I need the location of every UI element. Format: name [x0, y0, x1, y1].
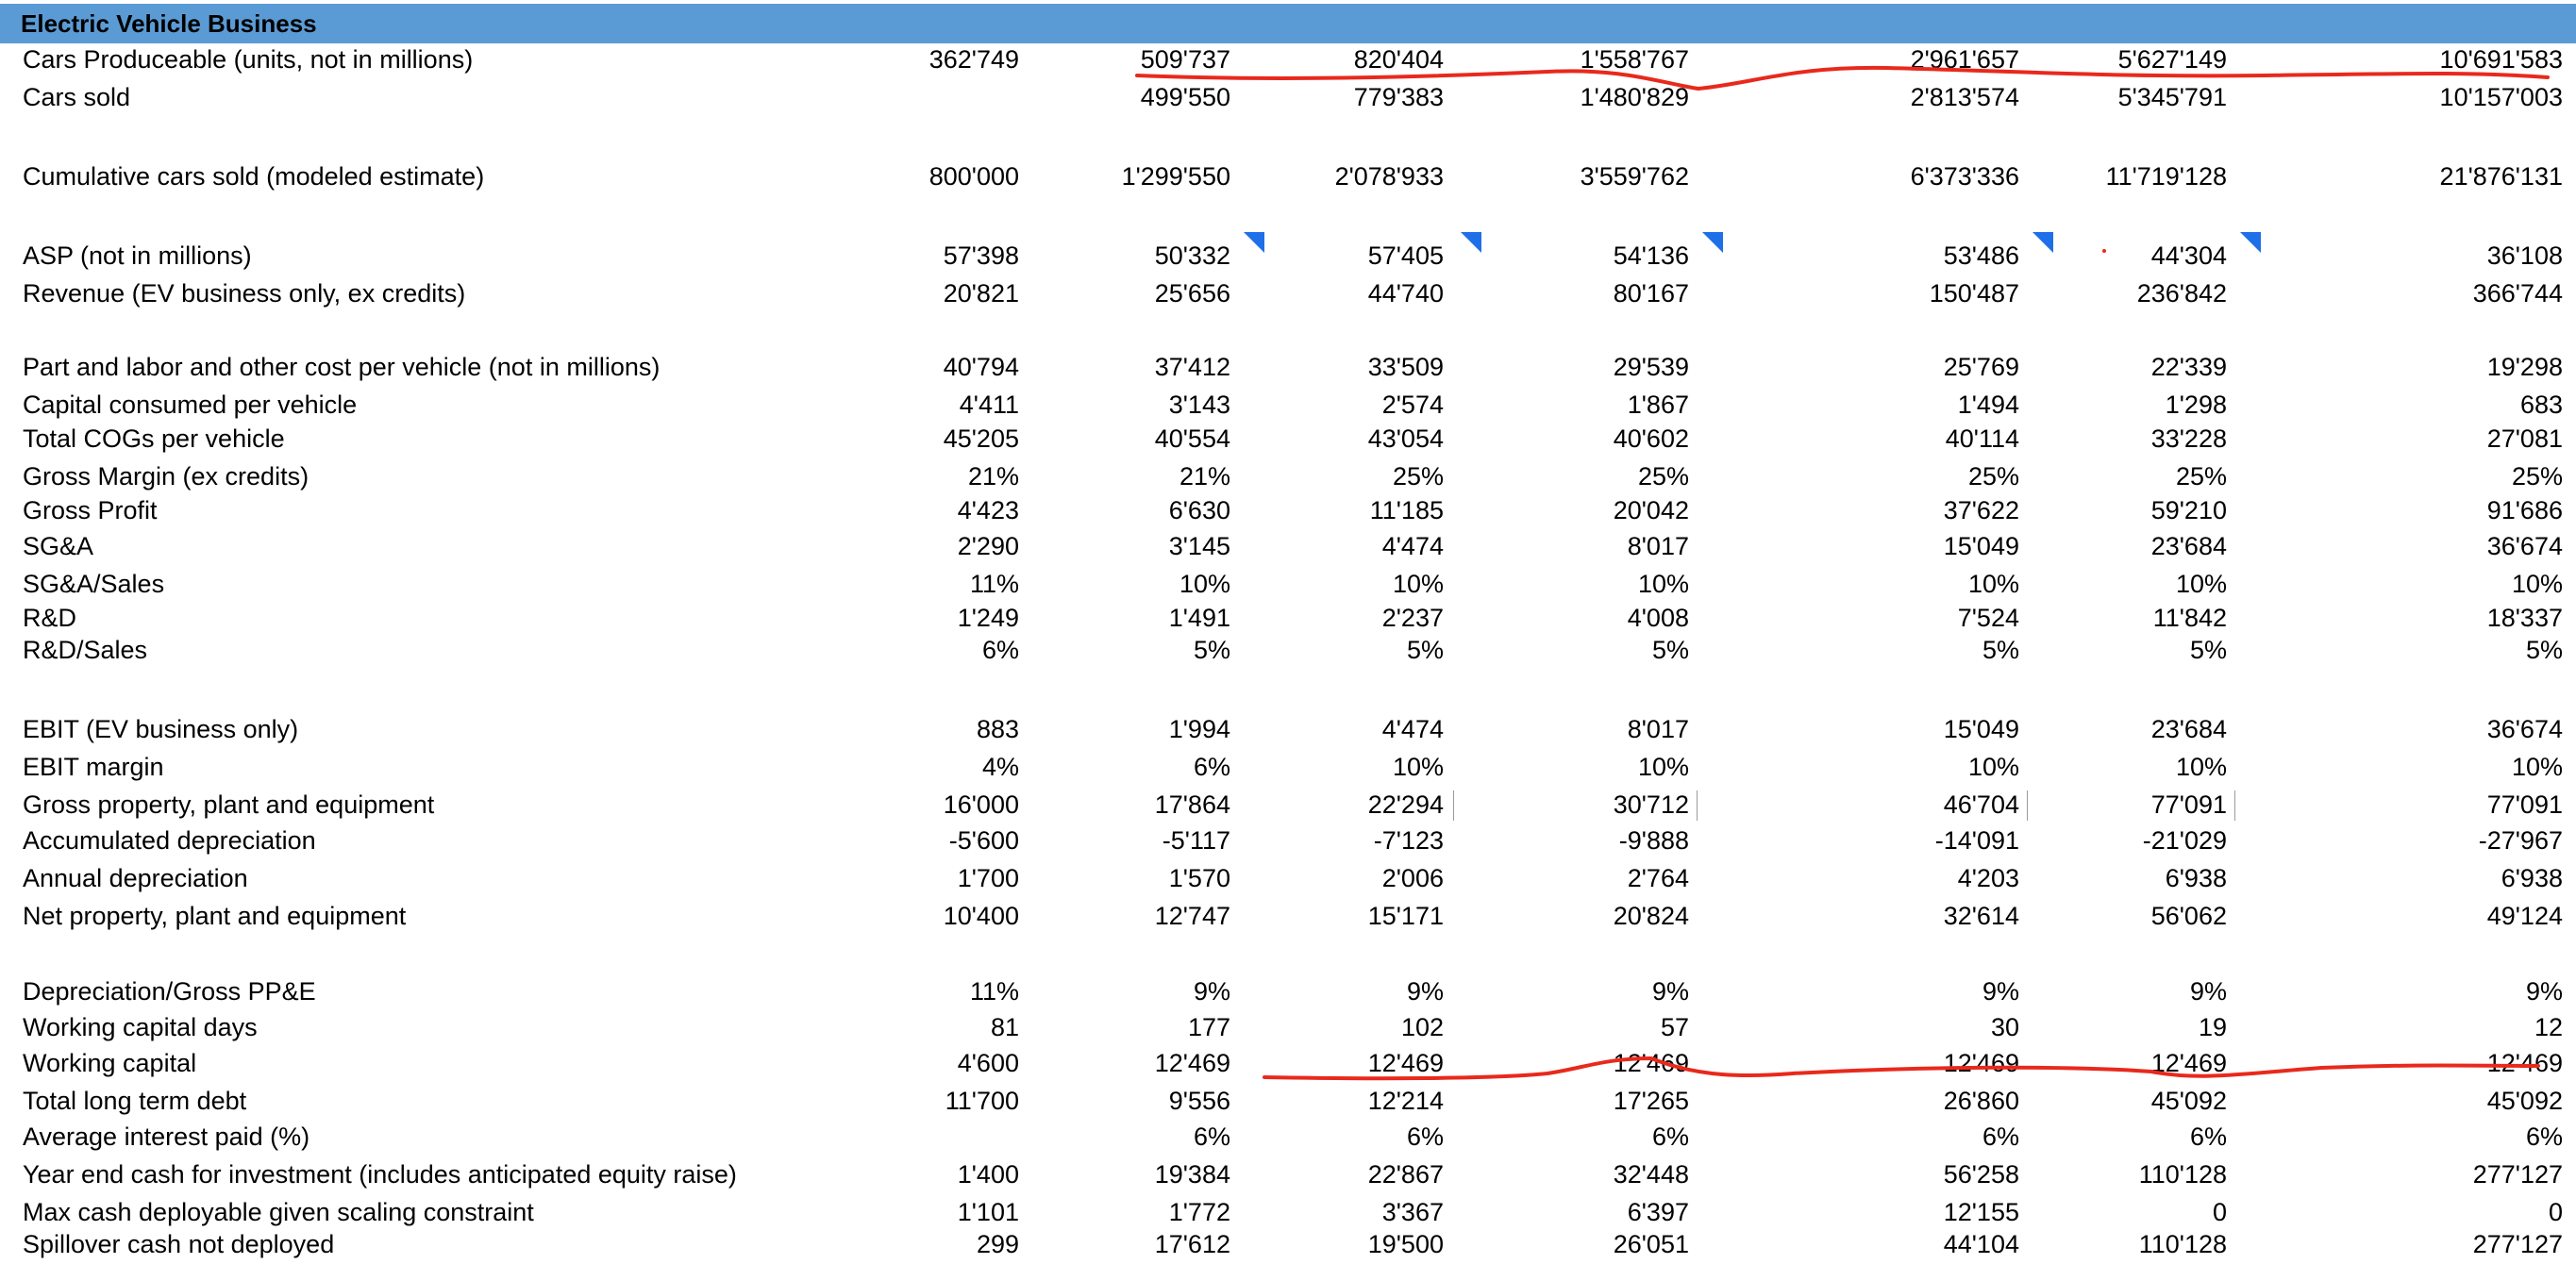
value-cell[interactable]: 12'469 — [1154, 1049, 1230, 1077]
table-row — [0, 900, 2576, 936]
table-row — [0, 1047, 2576, 1083]
value-cell[interactable]: 57'405 — [1367, 241, 1444, 270]
table-row — [0, 81, 2576, 117]
value-cell[interactable]: 44'740 — [1367, 279, 1444, 308]
table-row — [0, 319, 2576, 355]
row-label-average-interest-paid[interactable]: Average interest paid (%) — [23, 1123, 310, 1151]
row-label-capital-consumed-per-vehicle[interactable]: Capital consumed per vehicle — [23, 391, 358, 419]
value-cell[interactable]: 4'474 — [1381, 715, 1444, 743]
row-label-asp-not-in-millions[interactable]: ASP (not in millions) — [23, 241, 252, 270]
table-row — [0, 941, 2576, 977]
table-row — [0, 460, 2576, 496]
value-cell[interactable]: 43'054 — [1367, 424, 1444, 453]
value-cell[interactable]: 19 — [2198, 1013, 2227, 1041]
row-label-cars-produceable-units-not-in-millions[interactable]: Cars Produceable (units, not in millions) — [23, 45, 474, 74]
value-cell[interactable]: 2'574 — [1381, 391, 1444, 419]
comment-flag-icon[interactable] — [2240, 232, 2261, 253]
value-cell[interactable]: 10% — [2175, 570, 2227, 598]
table-row — [0, 602, 2576, 638]
value-cell[interactable]: 6% — [1406, 1123, 1444, 1151]
row-label-part-and-labor-and-other-cost-per-vehicle-not-in-millions[interactable]: Part and labor and other cost per vehicle (not in millions) — [23, 353, 661, 381]
value-cell[interactable]: 33'228 — [2150, 424, 2227, 453]
value-cell[interactable]: 5% — [2189, 636, 2227, 664]
value-cell[interactable]: 40'602 — [1613, 424, 1689, 453]
table-row — [0, 634, 2576, 670]
value-cell[interactable]: 12 — [2534, 1013, 2563, 1041]
value-cell[interactable]: 1'867 — [1627, 391, 1689, 419]
table-row — [0, 423, 2576, 458]
value-cell[interactable]: 12'469 — [1367, 1049, 1444, 1077]
value-cell[interactable]: 53'486 — [1943, 241, 2019, 270]
value-cell[interactable]: 10% — [1967, 753, 2019, 781]
value-cell[interactable]: 26'051 — [1613, 1230, 1689, 1258]
row-label-ebit-ev-business-only[interactable]: EBIT (EV business only) — [23, 715, 299, 743]
value-cell[interactable]: 32'448 — [1613, 1160, 1689, 1189]
value-cell[interactable]: -27'967 — [2478, 826, 2563, 855]
value-cell[interactable]: 36'674 — [2486, 715, 2563, 743]
cell-border-marker — [2027, 790, 2028, 821]
value-cell[interactable]: 1'101 — [957, 1198, 1019, 1226]
value-cell[interactable]: 10% — [1179, 570, 1230, 598]
value-cell[interactable]: 46'704 — [1943, 790, 2019, 819]
red-ink-dot — [2102, 249, 2106, 253]
value-cell[interactable]: 6'938 — [2501, 864, 2563, 892]
value-cell[interactable]: 6% — [1193, 1123, 1230, 1151]
value-cell[interactable]: 177 — [1187, 1013, 1230, 1041]
value-cell[interactable]: 820'404 — [1353, 45, 1444, 74]
value-cell[interactable]: 10% — [1392, 753, 1444, 781]
value-cell[interactable]: 6% — [2189, 1123, 2227, 1151]
cell-border-marker — [1453, 790, 1454, 821]
value-cell[interactable]: 1'299'550 — [1121, 162, 1230, 191]
value-cell[interactable]: 45'092 — [2486, 1087, 2563, 1115]
table-row — [0, 123, 2576, 158]
value-cell[interactable]: 10'400 — [943, 902, 1019, 930]
value-cell[interactable]: 2'006 — [1381, 864, 1444, 892]
comment-flag-icon[interactable] — [1461, 232, 1481, 253]
value-cell[interactable]: 5'627'149 — [2117, 45, 2227, 74]
value-cell[interactable]: -5'117 — [1162, 826, 1230, 855]
value-cell[interactable]: 22'294 — [1367, 790, 1444, 819]
value-cell[interactable]: 23'684 — [2150, 532, 2227, 560]
value-cell[interactable]: 81 — [990, 1013, 1019, 1041]
value-cell[interactable]: 9% — [1193, 977, 1230, 1006]
value-cell[interactable]: 1'491 — [1168, 604, 1230, 632]
table-row — [0, 351, 2576, 387]
table-row — [0, 713, 2576, 749]
value-cell[interactable]: 10% — [1392, 570, 1444, 598]
value-cell[interactable]: 49'124 — [2486, 902, 2563, 930]
row-label-ebit-margin[interactable]: EBIT margin — [23, 753, 164, 781]
value-cell[interactable]: 12'155 — [1943, 1198, 2019, 1226]
value-cell[interactable]: 10% — [1967, 570, 2019, 598]
value-cell[interactable]: 5% — [1193, 636, 1230, 664]
value-cell[interactable]: 77'091 — [2150, 790, 2227, 819]
value-cell[interactable]: -9'888 — [1618, 826, 1689, 855]
value-cell[interactable]: 25% — [2175, 462, 2227, 491]
value-cell[interactable]: 54'136 — [1613, 241, 1689, 270]
table-row — [0, 494, 2576, 530]
comment-flag-icon[interactable] — [1702, 232, 1723, 253]
value-cell[interactable]: 277'127 — [2472, 1230, 2563, 1258]
row-label-working-capital[interactable]: Working capital — [23, 1049, 197, 1077]
value-cell[interactable]: 6% — [1193, 753, 1230, 781]
value-cell[interactable]: 4'008 — [1627, 604, 1689, 632]
value-cell[interactable]: 15'049 — [1943, 532, 2019, 560]
value-cell[interactable]: 0 — [2548, 1198, 2563, 1226]
table-row — [0, 43, 2576, 79]
row-label-accumulated-depreciation[interactable]: Accumulated depreciation — [23, 826, 316, 855]
value-cell[interactable]: 9% — [1982, 977, 2019, 1006]
value-cell[interactable]: 44'304 — [2150, 241, 2227, 270]
value-cell[interactable]: 5% — [1406, 636, 1444, 664]
table-row — [0, 568, 2576, 604]
value-cell[interactable]: 37'412 — [1154, 353, 1230, 381]
row-label-annual-depreciation[interactable]: Annual depreciation — [23, 864, 248, 892]
value-cell[interactable]: 9% — [2525, 977, 2563, 1006]
value-cell[interactable]: 6'938 — [2165, 864, 2227, 892]
value-cell[interactable]: 22'867 — [1367, 1160, 1444, 1189]
value-cell[interactable]: 2'290 — [957, 532, 1019, 560]
value-cell[interactable]: 19'384 — [1154, 1160, 1230, 1189]
row-label-spillover-cash-not-deployed[interactable]: Spillover cash not deployed — [23, 1230, 335, 1258]
value-cell[interactable]: 4% — [981, 753, 1019, 781]
value-cell[interactable]: 59'210 — [2150, 496, 2227, 524]
row-label-cumulative-cars-sold-modeled-estimate[interactable]: Cumulative cars sold (modeled estimate) — [23, 162, 485, 191]
value-cell[interactable]: 1'298 — [2165, 391, 2227, 419]
value-cell[interactable]: 21'876'131 — [2439, 162, 2563, 191]
value-cell[interactable]: 56'062 — [2150, 902, 2227, 930]
value-cell[interactable]: 6% — [1651, 1123, 1689, 1151]
value-cell[interactable]: 277'127 — [2472, 1160, 2563, 1189]
value-cell[interactable]: 883 — [976, 715, 1019, 743]
row-label-year-end-cash-for-investment-includes-anticipated-equity-raise[interactable]: Year end cash for investment (includes anticipated equity raise) — [23, 1160, 737, 1189]
value-cell[interactable]: 1'994 — [1168, 715, 1230, 743]
value-cell[interactable]: 6% — [981, 636, 1019, 664]
row-label-gross-profit[interactable]: Gross Profit — [23, 496, 158, 524]
value-cell[interactable]: 11'700 — [945, 1087, 1019, 1115]
value-cell[interactable]: 19'298 — [2486, 353, 2563, 381]
value-cell[interactable]: 150'487 — [1929, 279, 2019, 308]
row-label-net-property-plant-and-equipment[interactable]: Net property, plant and equipment — [23, 902, 407, 930]
value-cell[interactable]: 10% — [1637, 753, 1689, 781]
value-cell[interactable]: 25% — [1967, 462, 2019, 491]
value-cell[interactable]: 1'494 — [1957, 391, 2019, 419]
value-cell[interactable]: 5% — [2525, 636, 2563, 664]
value-cell[interactable]: -21'029 — [2142, 826, 2227, 855]
value-cell[interactable]: 11'719'128 — [2105, 162, 2227, 191]
section-title: Electric Vehicle Business — [21, 9, 317, 38]
value-cell[interactable]: 56'258 — [1943, 1160, 2019, 1189]
value-cell[interactable]: 2'961'657 — [1910, 45, 2019, 74]
value-cell[interactable]: 6'373'336 — [1910, 162, 2019, 191]
value-cell[interactable]: 33'509 — [1367, 353, 1444, 381]
table-row — [0, 862, 2576, 898]
row-label-total-long-term-debt[interactable]: Total long term debt — [23, 1087, 247, 1115]
value-cell[interactable]: 1'558'767 — [1580, 45, 1689, 74]
value-cell[interactable]: 1'480'829 — [1580, 83, 1689, 111]
cell-border-marker — [1697, 790, 1698, 821]
value-cell[interactable]: 3'143 — [1168, 391, 1230, 419]
value-cell[interactable]: 102 — [1400, 1013, 1444, 1041]
value-cell[interactable]: 110'128 — [2138, 1230, 2227, 1258]
table-row — [0, 824, 2576, 860]
value-cell[interactable]: 19'500 — [1367, 1230, 1444, 1258]
value-cell[interactable]: 8'017 — [1627, 532, 1689, 560]
value-cell[interactable]: 12'469 — [1943, 1049, 2019, 1077]
value-cell[interactable]: 236'842 — [2136, 279, 2227, 308]
value-cell[interactable]: 40'794 — [943, 353, 1019, 381]
value-cell[interactable]: 10% — [2511, 753, 2563, 781]
value-cell[interactable]: 5'345'791 — [2117, 83, 2227, 111]
value-cell[interactable]: 50'332 — [1154, 241, 1230, 270]
value-cell[interactable]: 10'157'003 — [2439, 83, 2563, 111]
value-cell[interactable]: 2'813'574 — [1910, 83, 2019, 111]
value-cell[interactable]: 12'469 — [2486, 1049, 2563, 1077]
value-cell[interactable]: 779'383 — [1353, 83, 1444, 111]
value-cell[interactable]: 509'737 — [1140, 45, 1230, 74]
row-label-sganda-sales[interactable]: SG&A/Sales — [23, 570, 165, 598]
value-cell[interactable]: -7'123 — [1373, 826, 1444, 855]
table-row — [0, 1158, 2576, 1194]
row-label-max-cash-deployable-given-scaling-constraint[interactable]: Max cash deployable given scaling constraint — [23, 1198, 534, 1226]
value-cell[interactable]: 20'821 — [943, 279, 1019, 308]
table-row — [0, 789, 2576, 824]
value-cell[interactable]: 5% — [1982, 636, 2019, 664]
value-cell[interactable]: 57'398 — [943, 241, 1019, 270]
value-cell[interactable]: 21% — [967, 462, 1019, 491]
table-row — [0, 160, 2576, 196]
value-cell[interactable]: 21% — [1179, 462, 1230, 491]
value-cell[interactable]: 1'700 — [957, 864, 1019, 892]
value-cell[interactable]: 2'078'933 — [1334, 162, 1444, 191]
value-cell[interactable]: 37'622 — [1943, 496, 2019, 524]
value-cell[interactable]: 10'691'583 — [2439, 45, 2563, 74]
value-cell[interactable]: 800'000 — [928, 162, 1019, 191]
value-cell[interactable]: 36'674 — [2486, 532, 2563, 560]
value-cell[interactable]: 6'630 — [1168, 496, 1230, 524]
value-cell[interactable]: 1'570 — [1168, 864, 1230, 892]
value-cell[interactable]: 40'114 — [1945, 424, 2019, 453]
value-cell[interactable]: 27'081 — [2486, 424, 2563, 453]
value-cell[interactable]: 1'400 — [957, 1160, 1019, 1189]
value-cell[interactable]: 20'824 — [1613, 902, 1689, 930]
value-cell[interactable]: 362'749 — [928, 45, 1019, 74]
value-cell[interactable]: 683 — [2519, 391, 2563, 419]
value-cell[interactable]: 12'469 — [2150, 1049, 2227, 1077]
table-row — [0, 389, 2576, 424]
table-row — [0, 1228, 2576, 1264]
value-cell[interactable]: 22'339 — [2150, 353, 2227, 381]
row-label-randd[interactable]: R&D — [23, 604, 77, 632]
value-cell[interactable]: 17'265 — [1613, 1087, 1689, 1115]
value-cell[interactable]: 1'772 — [1168, 1198, 1230, 1226]
row-label-gross-property-plant-and-equipment[interactable]: Gross property, plant and equipment — [23, 790, 435, 819]
section-header[interactable] — [0, 4, 2576, 43]
table-row — [0, 1085, 2576, 1121]
value-cell[interactable]: 11% — [969, 570, 1019, 598]
value-cell[interactable]: 2'237 — [1381, 604, 1444, 632]
value-cell[interactable]: 20'042 — [1613, 496, 1689, 524]
value-cell[interactable]: 299 — [976, 1230, 1019, 1258]
table-row — [0, 240, 2576, 275]
value-cell[interactable]: 5% — [1651, 636, 1689, 664]
value-cell[interactable]: 110'128 — [2138, 1160, 2227, 1189]
value-cell[interactable]: 26'860 — [1943, 1087, 2019, 1115]
value-cell[interactable]: 3'559'762 — [1580, 162, 1689, 191]
value-cell[interactable]: -14'091 — [1934, 826, 2019, 855]
value-cell[interactable]: 25% — [1637, 462, 1689, 491]
value-cell[interactable]: 11% — [969, 977, 1019, 1006]
value-cell[interactable]: 25'769 — [1943, 353, 2019, 381]
value-cell[interactable]: 80'167 — [1613, 279, 1689, 308]
value-cell[interactable]: 18'337 — [2486, 604, 2563, 632]
value-cell[interactable]: 6% — [2525, 1123, 2563, 1151]
value-cell[interactable]: 11'842 — [2152, 604, 2227, 632]
value-cell[interactable]: 0 — [2212, 1198, 2227, 1226]
table-row — [0, 975, 2576, 1011]
row-label-working-capital-days[interactable]: Working capital days — [23, 1013, 258, 1041]
value-cell[interactable]: 17'612 — [1154, 1230, 1230, 1258]
value-cell[interactable]: 6% — [1982, 1123, 2019, 1151]
table-row — [0, 751, 2576, 787]
table-row — [0, 1196, 2576, 1232]
value-cell[interactable]: 25% — [1392, 462, 1444, 491]
value-cell[interactable]: 12'747 — [1154, 902, 1230, 930]
value-cell[interactable]: 9'556 — [1168, 1087, 1230, 1115]
row-label-gross-margin-ex-credits[interactable]: Gross Margin (ex credits) — [23, 462, 309, 491]
value-cell[interactable]: 6'397 — [1627, 1198, 1689, 1226]
value-cell[interactable]: 25'656 — [1154, 279, 1230, 308]
value-cell[interactable]: 2'764 — [1627, 864, 1689, 892]
value-cell[interactable]: 12'469 — [1613, 1049, 1689, 1077]
value-cell[interactable]: 45'092 — [2150, 1087, 2227, 1115]
value-cell[interactable]: 4'423 — [957, 496, 1019, 524]
value-cell[interactable]: 15'171 — [1367, 902, 1444, 930]
value-cell[interactable]: 45'205 — [943, 424, 1019, 453]
value-cell[interactable]: 30'712 — [1613, 790, 1689, 819]
value-cell[interactable]: 499'550 — [1140, 83, 1230, 111]
comment-flag-icon[interactable] — [2032, 232, 2053, 253]
row-label-depreciation-gross-ppande[interactable]: Depreciation/Gross PP&E — [23, 977, 316, 1006]
value-cell[interactable]: 10% — [2175, 753, 2227, 781]
value-cell[interactable]: 91'686 — [2486, 496, 2563, 524]
value-cell[interactable]: 10% — [2511, 570, 2563, 598]
value-cell[interactable]: 4'203 — [1957, 864, 2019, 892]
value-cell[interactable]: 11'185 — [1369, 496, 1444, 524]
value-cell[interactable]: 44'104 — [1943, 1230, 2019, 1258]
value-cell[interactable]: 23'684 — [2150, 715, 2227, 743]
value-cell[interactable]: 17'864 — [1154, 790, 1230, 819]
table-row — [0, 277, 2576, 313]
value-cell[interactable]: 57 — [1660, 1013, 1689, 1041]
value-cell[interactable]: 1'249 — [957, 604, 1019, 632]
comment-flag-icon[interactable] — [1244, 232, 1264, 253]
value-cell[interactable]: 40'554 — [1154, 424, 1230, 453]
value-cell[interactable]: 25% — [2511, 462, 2563, 491]
value-cell[interactable]: 15'049 — [1943, 715, 2019, 743]
value-cell[interactable]: 16'000 — [943, 790, 1019, 819]
table-row — [0, 675, 2576, 711]
value-cell[interactable]: 3'145 — [1168, 532, 1230, 560]
value-cell[interactable]: 10% — [1637, 570, 1689, 598]
table-row — [0, 530, 2576, 566]
value-cell[interactable]: 9% — [2189, 977, 2227, 1006]
table-row — [0, 1121, 2576, 1156]
value-cell[interactable]: -5'600 — [948, 826, 1019, 855]
value-cell[interactable]: 29'539 — [1613, 353, 1689, 381]
value-cell[interactable]: 30 — [1990, 1013, 2019, 1041]
value-cell[interactable]: 32'614 — [1943, 902, 2019, 930]
value-cell[interactable]: 9% — [1651, 977, 1689, 1006]
row-label-total-cogs-per-vehicle[interactable]: Total COGs per vehicle — [23, 424, 285, 453]
table-row — [0, 1011, 2576, 1047]
value-cell[interactable]: 3'367 — [1381, 1198, 1444, 1226]
value-cell[interactable]: 366'744 — [2472, 279, 2563, 308]
value-cell[interactable]: 9% — [1406, 977, 1444, 1006]
value-cell[interactable]: 7'524 — [1957, 604, 2019, 632]
value-cell[interactable]: 77'091 — [2486, 790, 2563, 819]
table-row — [0, 202, 2576, 238]
value-cell[interactable]: 4'600 — [957, 1049, 1019, 1077]
cell-border-marker — [2234, 790, 2235, 821]
value-cell[interactable]: 8'017 — [1627, 715, 1689, 743]
value-cell[interactable]: 4'474 — [1381, 532, 1444, 560]
value-cell[interactable]: 4'411 — [959, 391, 1019, 419]
row-label-cars-sold[interactable]: Cars sold — [23, 83, 131, 111]
row-label-randd-sales[interactable]: R&D/Sales — [23, 636, 148, 664]
value-cell[interactable]: 36'108 — [2486, 241, 2563, 270]
row-label-revenue-ev-business-only-ex-credits[interactable]: Revenue (EV business only, ex credits) — [23, 279, 466, 308]
value-cell[interactable]: 12'214 — [1367, 1087, 1444, 1115]
row-label-sganda[interactable]: SG&A — [23, 532, 94, 560]
